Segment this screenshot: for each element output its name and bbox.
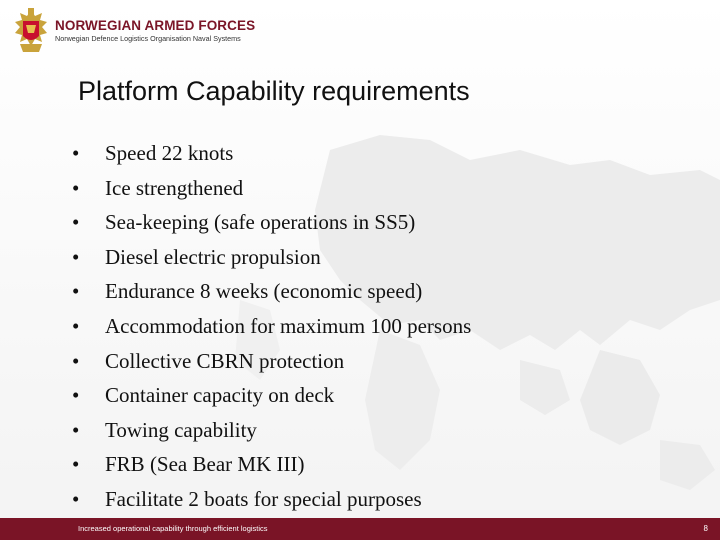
list-item-text: Diesel electric propulsion (105, 244, 321, 269)
list-item (72, 311, 471, 346)
bullet-icon: • (72, 486, 80, 511)
list-item (72, 449, 471, 484)
list-item-text: Ice strengthened (105, 175, 244, 200)
list-item (72, 276, 471, 311)
organization-subtitle: Norwegian Defence Logistics Organisation Naval Systems (55, 34, 241, 43)
slide-footer (0, 518, 720, 540)
bullet-icon: • (72, 452, 80, 477)
list-item-text: Facilitate 2 boats for special purposes (105, 486, 422, 511)
list-item-text: Collective CBRN protection (105, 348, 345, 373)
organization-name: NORWEGIAN ARMED FORCES (55, 18, 256, 33)
bullet-icon: • (72, 417, 80, 442)
list-item (72, 242, 471, 277)
bullet-icon: • (72, 348, 80, 373)
bullet-icon: • (72, 175, 80, 200)
page-number: 8 (703, 524, 708, 533)
slide-header (0, 0, 720, 60)
list-item (72, 484, 471, 519)
bullet-icon: • (72, 244, 80, 269)
list-item (72, 380, 471, 415)
requirements-list (72, 138, 471, 519)
list-item (72, 173, 471, 208)
list-item-text: Sea-keeping (safe operations in SS5) (105, 210, 416, 235)
bullet-icon: • (72, 210, 80, 235)
list-item (72, 207, 471, 242)
norwegian-armed-forces-crest-icon (12, 8, 50, 54)
bullet-icon: • (72, 383, 80, 408)
list-item-text: FRB (Sea Bear MK III) (105, 452, 305, 477)
list-item (72, 415, 471, 450)
slide-title: Platform Capability requirements (78, 76, 470, 106)
list-item-text: Towing capability (105, 417, 257, 442)
list-item (72, 346, 471, 381)
footer-tagline: Increased operational capability through efficient logistics (78, 524, 268, 533)
list-item-text: Speed 22 knots (105, 141, 234, 165)
bullet-icon: • (72, 141, 80, 165)
list-item (72, 138, 471, 173)
bullet-icon: • (72, 279, 80, 304)
list-item-text: Container capacity on deck (105, 383, 335, 408)
bullet-icon: • (72, 313, 80, 338)
list-item-text: Endurance 8 weeks (economic speed) (105, 279, 423, 304)
list-item-text: Accommodation for maximum 100 persons (105, 313, 472, 338)
